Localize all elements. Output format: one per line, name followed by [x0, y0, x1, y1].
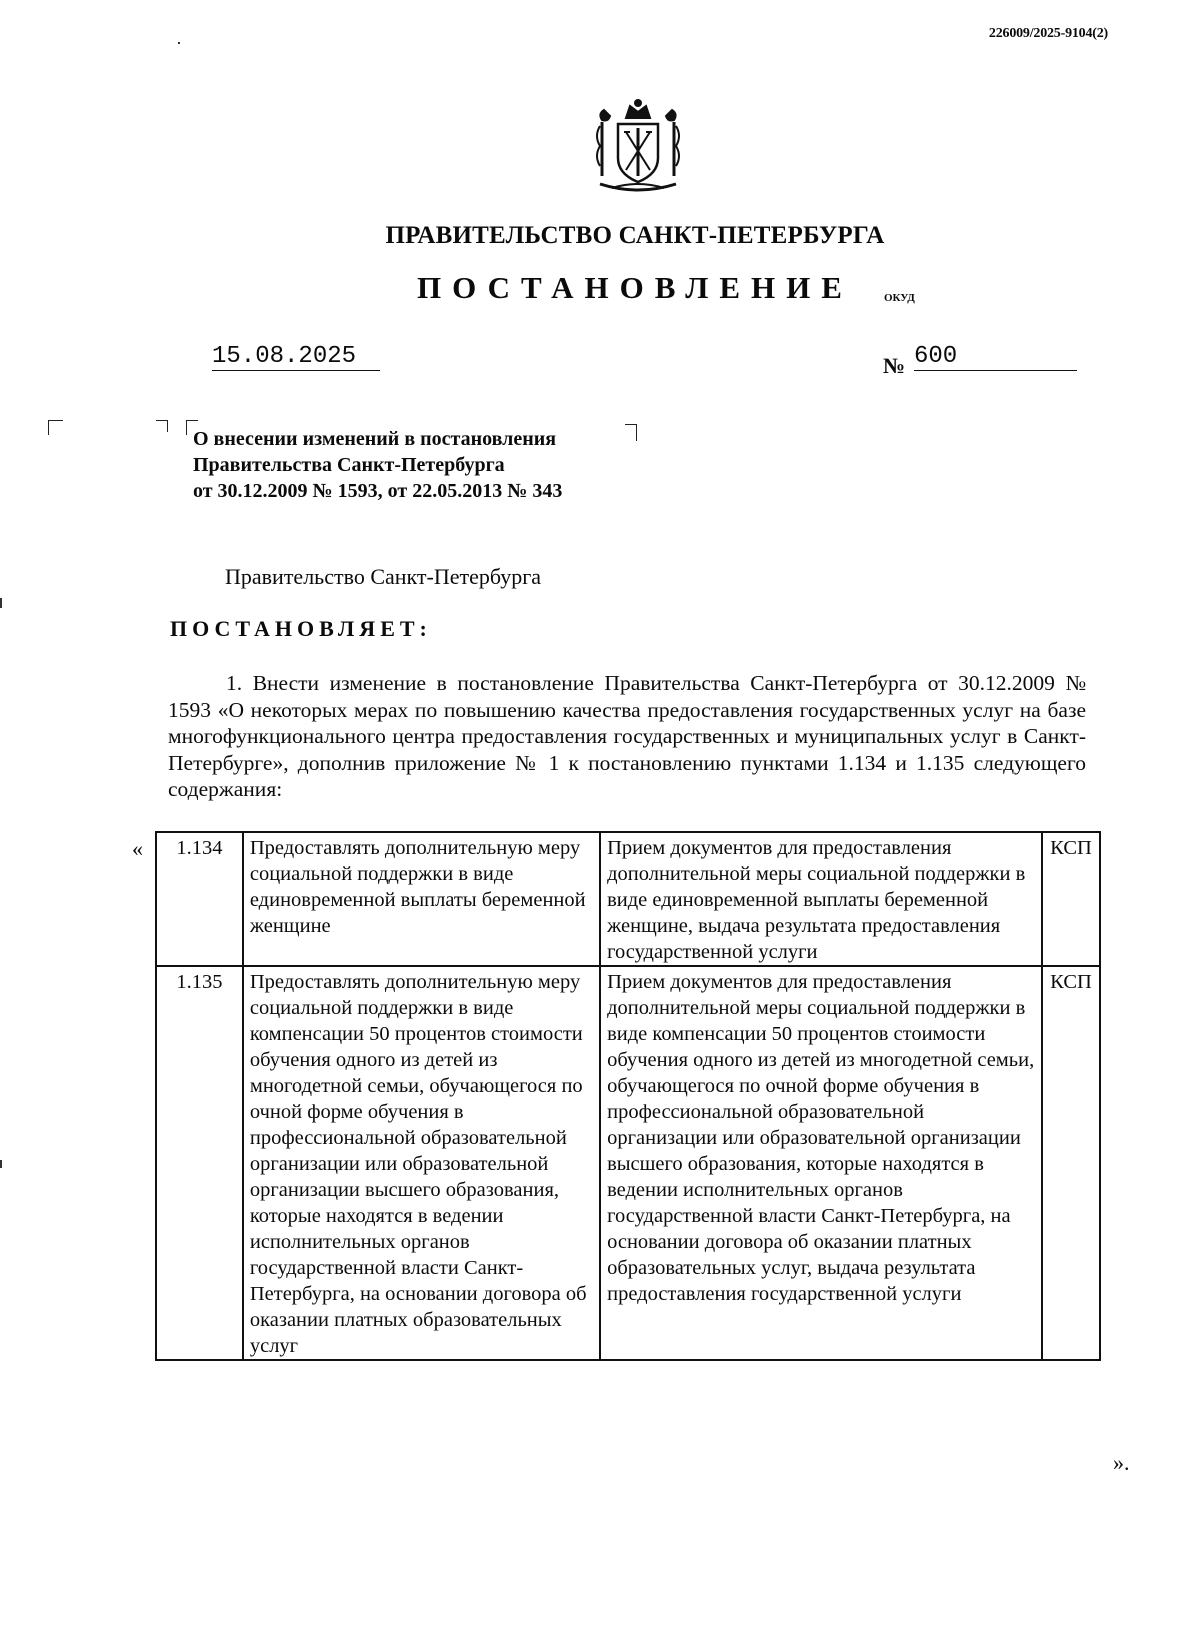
document-type-heading: ПОСТАНОВЛЕНИЕ	[417, 270, 853, 305]
opening-quote: «	[132, 836, 143, 861]
scan-artifact	[178, 42, 180, 44]
amendment-table	[155, 831, 1101, 1361]
organization-title: ПРАВИТЕЛЬСТВО САНКТ-ПЕТЕРБУРГА	[385, 222, 885, 249]
document-number: 600	[914, 344, 1077, 371]
service-code: КСП	[1042, 966, 1100, 1360]
service-description: Предоставлять дополнительную меру социальной поддержки в виде компенсации 50 процентов стоимости обучения одного из детей из многодетной семьи, обучающегося по очной форме обучения в профессиональной образовательной организации или образовательной организации высшего образования, которые находятся в ведении исполнительных органов государственной власти Санкт-Петербурга, на основании договора об оказании платных образовательных услуг	[243, 966, 600, 1360]
saint-petersburg-coat-of-arms-icon	[590, 96, 686, 200]
government-line: Правительство Санкт-Петербурга	[225, 564, 542, 589]
paragraph-1-text: 1. Внести изменение в постановление Правительства Санкт-Петербурга от 30.12.2009 № 1593 «О некоторых мерах по повышению качества предоставления государственных услуг на базе многофункционального центра предоставления государственных и муниципальных услуг в Санкт-Петербурге», дополнив приложение № 1 к постановлению пунктами 1.134 и 1.135 следующего содержания:	[168, 671, 1086, 801]
paragraph-1	[168, 670, 1086, 803]
table-row	[156, 832, 1100, 966]
subject-line: Правительства Санкт-Петербурга	[193, 454, 505, 476]
subject-corner-mark	[48, 420, 63, 435]
document-date: 15.08.2025	[212, 344, 380, 371]
okud-label: ОКУД	[884, 292, 915, 304]
subject-line: от 30.12.2009 № 1593, от 22.05.2013 № 343	[193, 480, 563, 502]
subject-corner-mark	[156, 420, 168, 432]
decides-heading: ПОСТАНОВЛЯЕТ:	[170, 616, 432, 641]
subject-line: О внесении изменений в постановления	[193, 428, 557, 450]
closing-quote: ».	[1113, 1450, 1130, 1475]
row-number: 1.134	[156, 832, 243, 966]
document-subject	[193, 426, 562, 504]
subject-corner-mark	[625, 424, 637, 441]
action-description: Прием документов для предоставления дополнительной меры социальной поддержки в виде компенсации 50 процентов стоимости обучения одного из детей из многодетной семьи, обучающегося по очной форме обучения в профессиональной образовательной организации или образовательной организации высшего образования, которые находятся в ведении исполнительных органов государственной власти Санкт-Петербурга, на основании договора об оказании платных образовательных услуг, выдача результата предоставления государственной услуги	[600, 966, 1042, 1360]
scan-artifact	[0, 598, 2, 608]
service-description: Предоставлять дополнительную меру социальной поддержки в виде единовременной выплаты беременной женщине	[243, 832, 600, 966]
table-row	[156, 966, 1100, 1360]
scan-artifact	[0, 1160, 2, 1168]
action-description: Прием документов для предоставления дополнительной меры социальной поддержки в виде единовременной выплаты беременной женщине, выдача результата предоставления государственной услуги	[600, 832, 1042, 966]
row-number: 1.135	[156, 966, 243, 1360]
document-id: 226009/2025-9104(2)	[988, 26, 1108, 41]
number-label: №	[883, 353, 906, 378]
service-code: КСП	[1042, 832, 1100, 966]
